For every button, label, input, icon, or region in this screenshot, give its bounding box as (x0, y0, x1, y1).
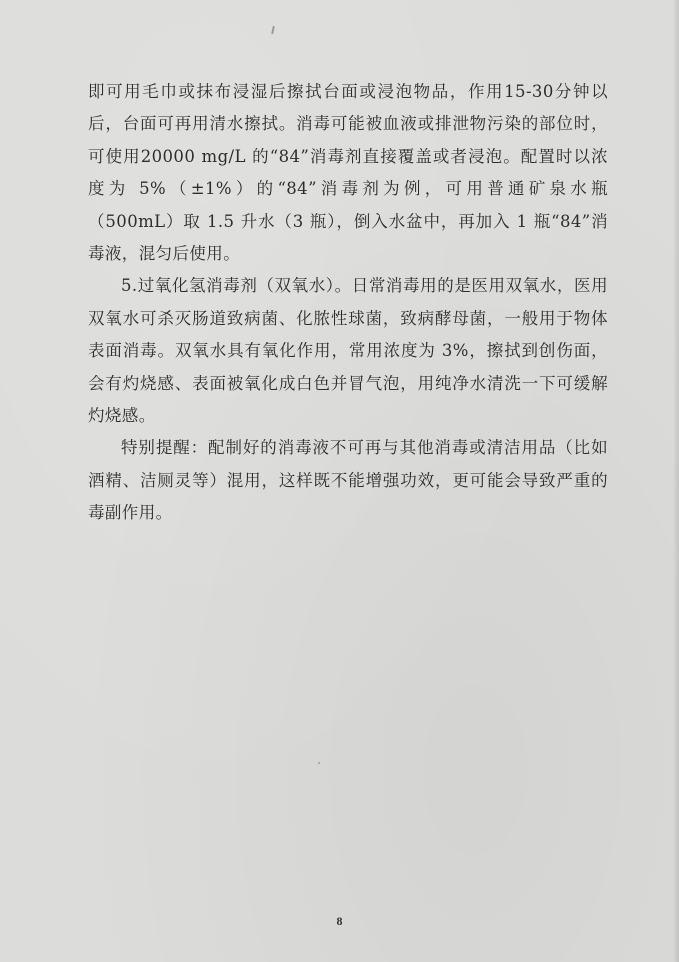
page-edge-shadow (673, 0, 679, 962)
paragraph-continuation: 即可用毛巾或抹布浸湿后擦拭台面或浸泡物品，作用15-30分钟以后，台面可再用清水擦拭。消毒可能被血液或排泄物污染的部位时，可使用20000 mg/L 的“84”消毒剂直接覆盖或者浸泡。配置时以浓度为 5%（±1%）的“84”消毒剂为例，可用普通矿泉水瓶（500mL）取 1.5 升水（3 瓶），倒入水盆中，再加入 1 瓶“84”消毒液，混匀后使用。 (88, 82, 608, 264)
scan-speck (271, 26, 275, 34)
paragraph-special-reminder: 特别提醒：配制好的消毒液不可再与其他消毒或清洁用品（比如酒精、洁厕灵等）混用，这样既不能增强功效，更可能会导致严重的毒副作用。 (88, 438, 608, 523)
page-number: 8 (336, 914, 343, 928)
scan-speck (318, 762, 320, 764)
body-text (88, 76, 608, 530)
paragraph-hydrogen-peroxide: 5.过氧化氢消毒剂（双氧水）。日常消毒用的是医用双氧水，医用双氧水可杀灭肠道致病菌、化脓性球菌，致病酵母菌，一般用于物体表面消毒。双氧水具有氧化作用，常用浓度为 3%，擦拭到创伤面，会有灼烧感、表面被氧化成白色并冒气泡，用纯净水清洗一下可缓解灼烧感。 (88, 276, 608, 426)
